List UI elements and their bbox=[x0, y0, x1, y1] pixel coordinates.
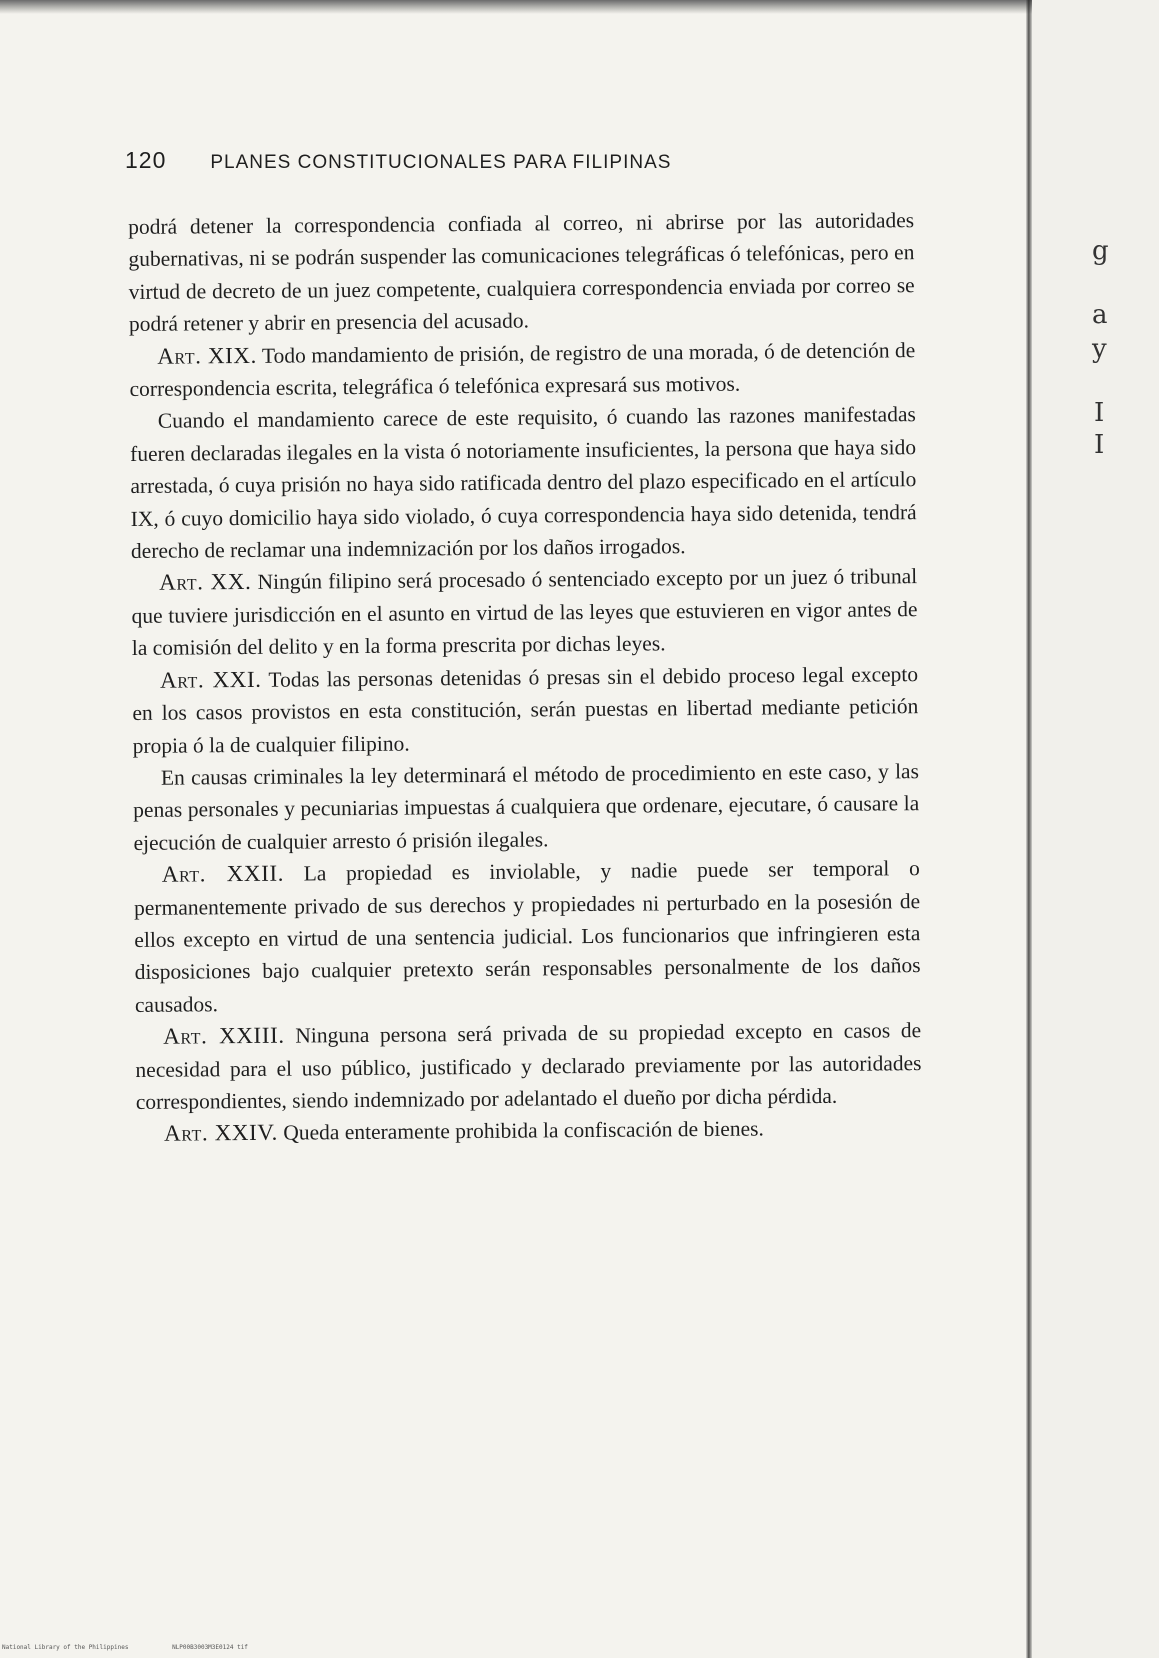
paragraph-text: podrá detener la correspondencia confiada al correo, ni abrirse por las autoridades gubernativas, ni se podrán suspender las comunicaciones telegráficas ó telefónicas, pero en virtud de decreto de un juez competente, cualquiera correspondencia enviada por correo se podrá retener y abrir en presencia del acusado. bbox=[128, 208, 915, 337]
paragraph-text: Ninguna persona será privada de su propiedad excepto en casos de necesidad para el uso público, justificado y declarado previamente por las autoridades correspondientes, siendo indemnizado por adelantado el dueño por dicha pérdida. bbox=[135, 1018, 922, 1114]
paragraph bbox=[128, 204, 915, 340]
margin-fragment: I bbox=[1094, 398, 1105, 428]
article-label: Art. XXI. bbox=[159, 666, 262, 693]
paragraph-text: En causas criminales la ley determinará el método de procedimiento en este caso, y las penas personales y pecuniarias impuestas á cualquiera que ordenare, ejecutare, ó causare la ejecución de cualquier arresto ó prisión ilegales. bbox=[133, 759, 920, 855]
article-label: Art. XXIII. bbox=[163, 1022, 285, 1049]
article-paragraph bbox=[129, 334, 916, 406]
scan-footer-stamp bbox=[2, 1644, 288, 1651]
scan-top-shadow bbox=[0, 0, 1159, 14]
margin-fragment: a bbox=[1092, 300, 1108, 330]
article-label: Art. XX. bbox=[159, 569, 252, 596]
page-header bbox=[125, 147, 945, 187]
paragraph-text: Cuando el mandamiento carece de este requisito, ó cuando las razones manifestadas fueren declaradas ilegales en la vista ó notoriamente insuficientes, la persona que haya sido arrestada, ó cuya prisión no haya sido ratificada dentro del plazo especificado en el artículo IX, ó cuyo domicilio haya sido violado, ó cuya correspondencia haya sido detenida, tendrá derecho de reclamar una indemnización por los daños irrogados. bbox=[130, 402, 917, 564]
library-name: National Library of the Philippines bbox=[2, 1644, 129, 1651]
paragraph bbox=[130, 399, 917, 568]
paragraph-text: Todas las personas detenidas ó presas sin el debido proceso legal excepto en los casos provistos en esta constitución, serán puestas en libertad mediante petición propia ó la de cualquier filipino. bbox=[132, 661, 919, 758]
paragraph-text: Ningún filipino será procesado ó sentenciado excepto por un juez ó tribunal que tuviere jurisdicción en el asunto en virtud de las leyes que estuvieren en vigor antes de la comisión del delito y en la forma prescrita por dichas leyes. bbox=[131, 564, 918, 661]
running-title: PLANES CONSTITUCIONALES PARA FILIPINAS bbox=[210, 152, 672, 173]
article-paragraph bbox=[136, 1111, 922, 1150]
page-number: 120 bbox=[125, 147, 167, 173]
article-label: Art. XXIV. bbox=[163, 1120, 279, 1147]
document-body bbox=[128, 204, 922, 1151]
margin-fragment: y bbox=[1092, 334, 1107, 364]
article-paragraph bbox=[134, 852, 921, 1021]
margin-fragment: I bbox=[1094, 430, 1105, 460]
article-paragraph bbox=[132, 658, 919, 762]
paragraph-text: La propiedad es inviolable, y nadie puede ser temporal o permanentemente privado de sus derechos y propiedades ni perturbado en la posesión de ellos excepto en virtud de una sentencia judicial. Los funcionarios que infringieren esta disposiciones bajo cualquier pretexto serán responsables personalmente de los daños causados. bbox=[133, 856, 921, 1017]
adjacent-page-margin bbox=[1032, 0, 1159, 1658]
article-paragraph bbox=[131, 561, 918, 665]
margin-fragment: g bbox=[1092, 236, 1109, 266]
article-label: Art. XXII. bbox=[161, 860, 285, 887]
paragraph-text: Todo mandamiento de prisión, de registro de una morada, ó de detención de correspondencia escrita, telegráfica ó telefónica expresará sus motivos. bbox=[129, 337, 916, 402]
paragraph bbox=[133, 755, 920, 859]
scan-code: NLP00B3003M3E0124 tif bbox=[172, 1644, 248, 1651]
paragraph-text: Queda enteramente prohibida la confiscación de bienes. bbox=[283, 1116, 764, 1146]
article-label: Art. XIX. bbox=[157, 342, 258, 369]
article-paragraph bbox=[135, 1014, 922, 1118]
